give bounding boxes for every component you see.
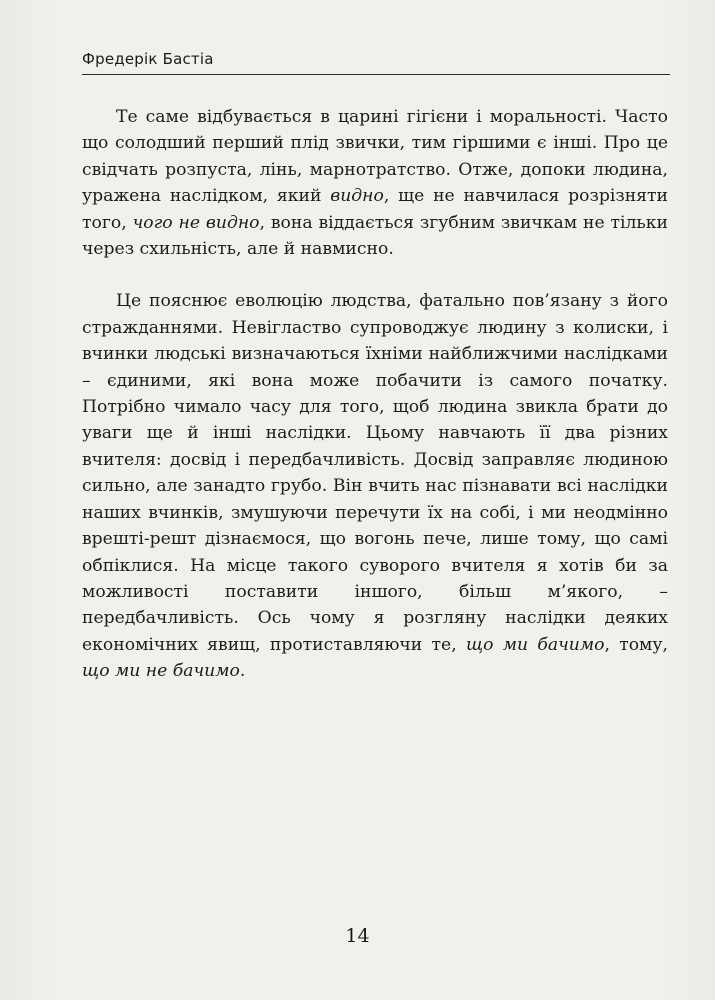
text-run: .	[239, 661, 246, 682]
text-run: , вона віддається згубним звичкам не тільки через схильність, але й навмисно.	[82, 212, 668, 260]
text-run: , ще не навчилася розрізняти того,	[82, 186, 668, 233]
running-head: Фредерік Бастіа	[82, 50, 214, 68]
page-number: 14	[345, 925, 370, 947]
italic-run: чого не видно	[132, 212, 260, 233]
body-text	[82, 104, 668, 685]
header-rule	[82, 74, 670, 75]
text-run: Те саме відбувається в царині гігієни і моральності. Часто що солодший перший плід звички, тим гіршими є інші. Про це свідчать розпуста, лінь, марнотратство. Отже, допоки людина, уражена наслідком, який	[82, 107, 668, 207]
italic-run: що ми не бачимо	[82, 661, 240, 682]
paragraph	[82, 288, 668, 684]
italic-run: що ми бачимо	[465, 634, 605, 655]
paragraph	[82, 104, 668, 262]
text-run: Це пояснює еволюцію людства, фатально пов’язану з його стражданнями. Невігластво супроводжує людину з колиски, і вчинки людські визначаються їхніми найближчими наслідками – єдиними, які вона може побачити із самого початку. Потрібно чимало часу для того, щоб людина звикла брати до уваги ще й інші наслідки. Цьому навчають її два різних вчителя: досвід і передбачливість. Досвід заправляє людиною сильно, але занадто грубо. Він вчить нас пізнавати всі наслідки наших вчинків, змушуючи перечути їх на собі, і ми неодмінно врешті-решт дізнаємося, що вогонь пече, лише тому, що самі обпіклися. На місце такого суворого вчителя я хотів би за можливості поставити іншого, більш м’якого, – передбачливість. Ось чому я розгляну наслідки деяких економічних явищ, протиставляючи те,	[82, 291, 668, 655]
italic-run: видно	[330, 186, 384, 207]
text-run: , тому,	[604, 634, 669, 655]
